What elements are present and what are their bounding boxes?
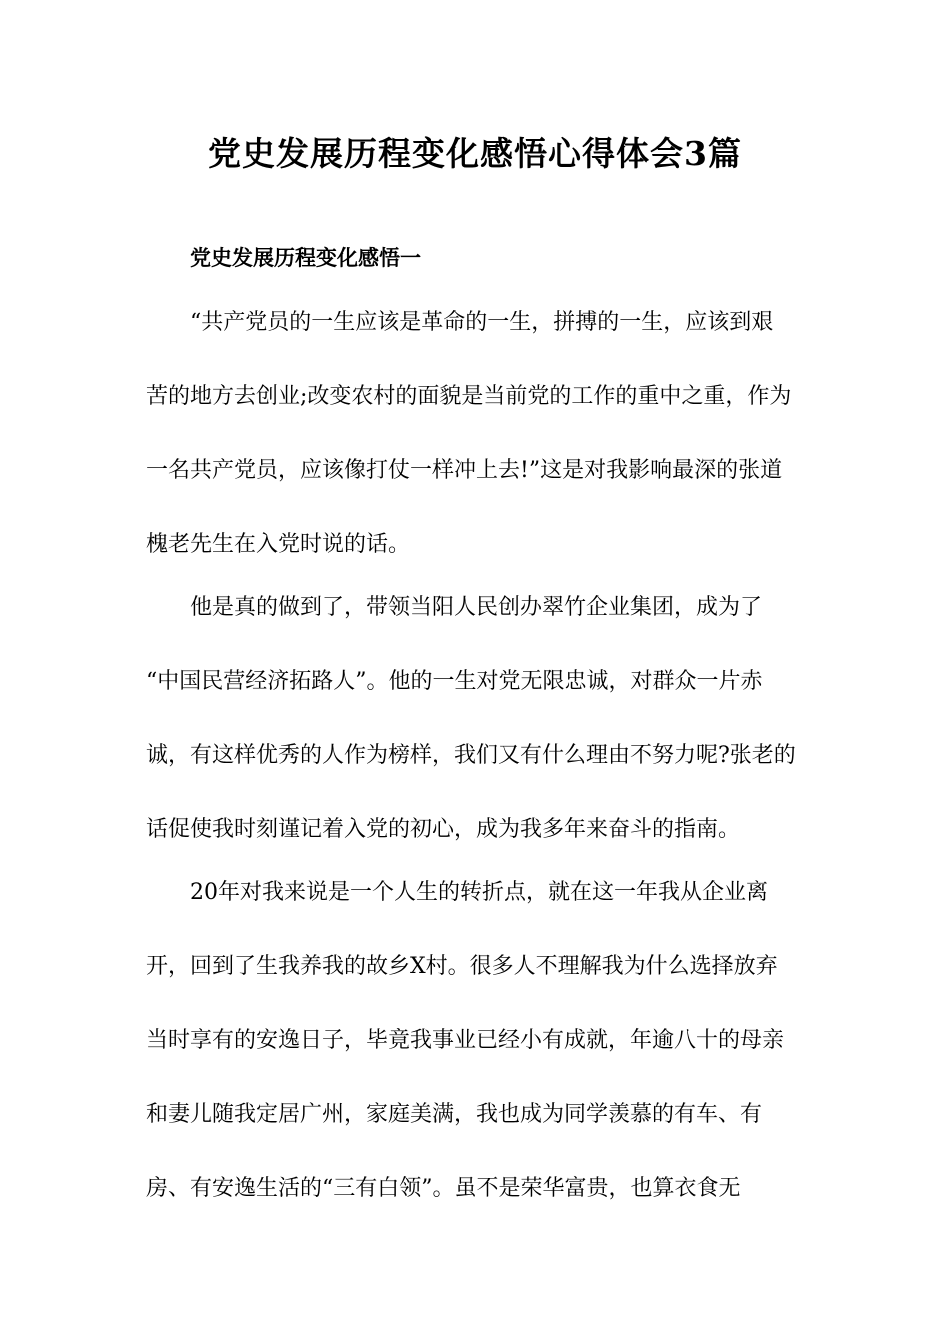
paragraph-line: 话促使我时刻谨记着入党的初心，成为我多年来奋斗的指南。 (146, 817, 741, 842)
section-heading: 党史发展历程变化感悟一 (190, 245, 421, 270)
paragraph-line: 房、有安逸生活的“三有白领”。虽不是荣华富贵，也算衣食无 (146, 1176, 741, 1201)
paragraph-line: “中国民营经济拓路人”。他的一生对党无限忠诚，对群众一片赤 (146, 669, 763, 694)
document-title: 党史发展历程变化感悟心得体会3篇 (208, 134, 742, 173)
paragraph-line: 20年对我来说是一个人生的转折点，就在这一年我从企业离 (190, 880, 768, 905)
paragraph-line: 他是真的做到了，带领当阳人民创办翠竹企业集团，成为了 (190, 595, 763, 620)
paragraph-line: 和妻儿随我定居广州，家庭美满，我也成为同学羡慕的有车、有 (146, 1102, 763, 1127)
paragraph-line: 诚，有这样优秀的人作为榜样，我们又有什么理由不努力呢?张老的 (146, 743, 796, 768)
paragraph-line: 开，回到了生我养我的故乡X村。很多人不理解我为什么选择放弃 (146, 954, 778, 979)
paragraph-line: 苦的地方去创业;改变农村的面貌是当前党的工作的重中之重，作为 (146, 384, 792, 409)
paragraph-line: “共产党员的一生应该是革命的一生，拼搏的一生，应该到艰 (190, 310, 774, 335)
paragraph-line: 一名共产党员，应该像打仗一样冲上去!”这是对我影响最深的张道 (146, 458, 783, 483)
paragraph-line: 当时享有的安逸日子，毕竟我事业已经小有成就，年逾八十的母亲 (146, 1028, 785, 1053)
paragraph-line: 槐老先生在入党时说的话。 (146, 532, 411, 557)
